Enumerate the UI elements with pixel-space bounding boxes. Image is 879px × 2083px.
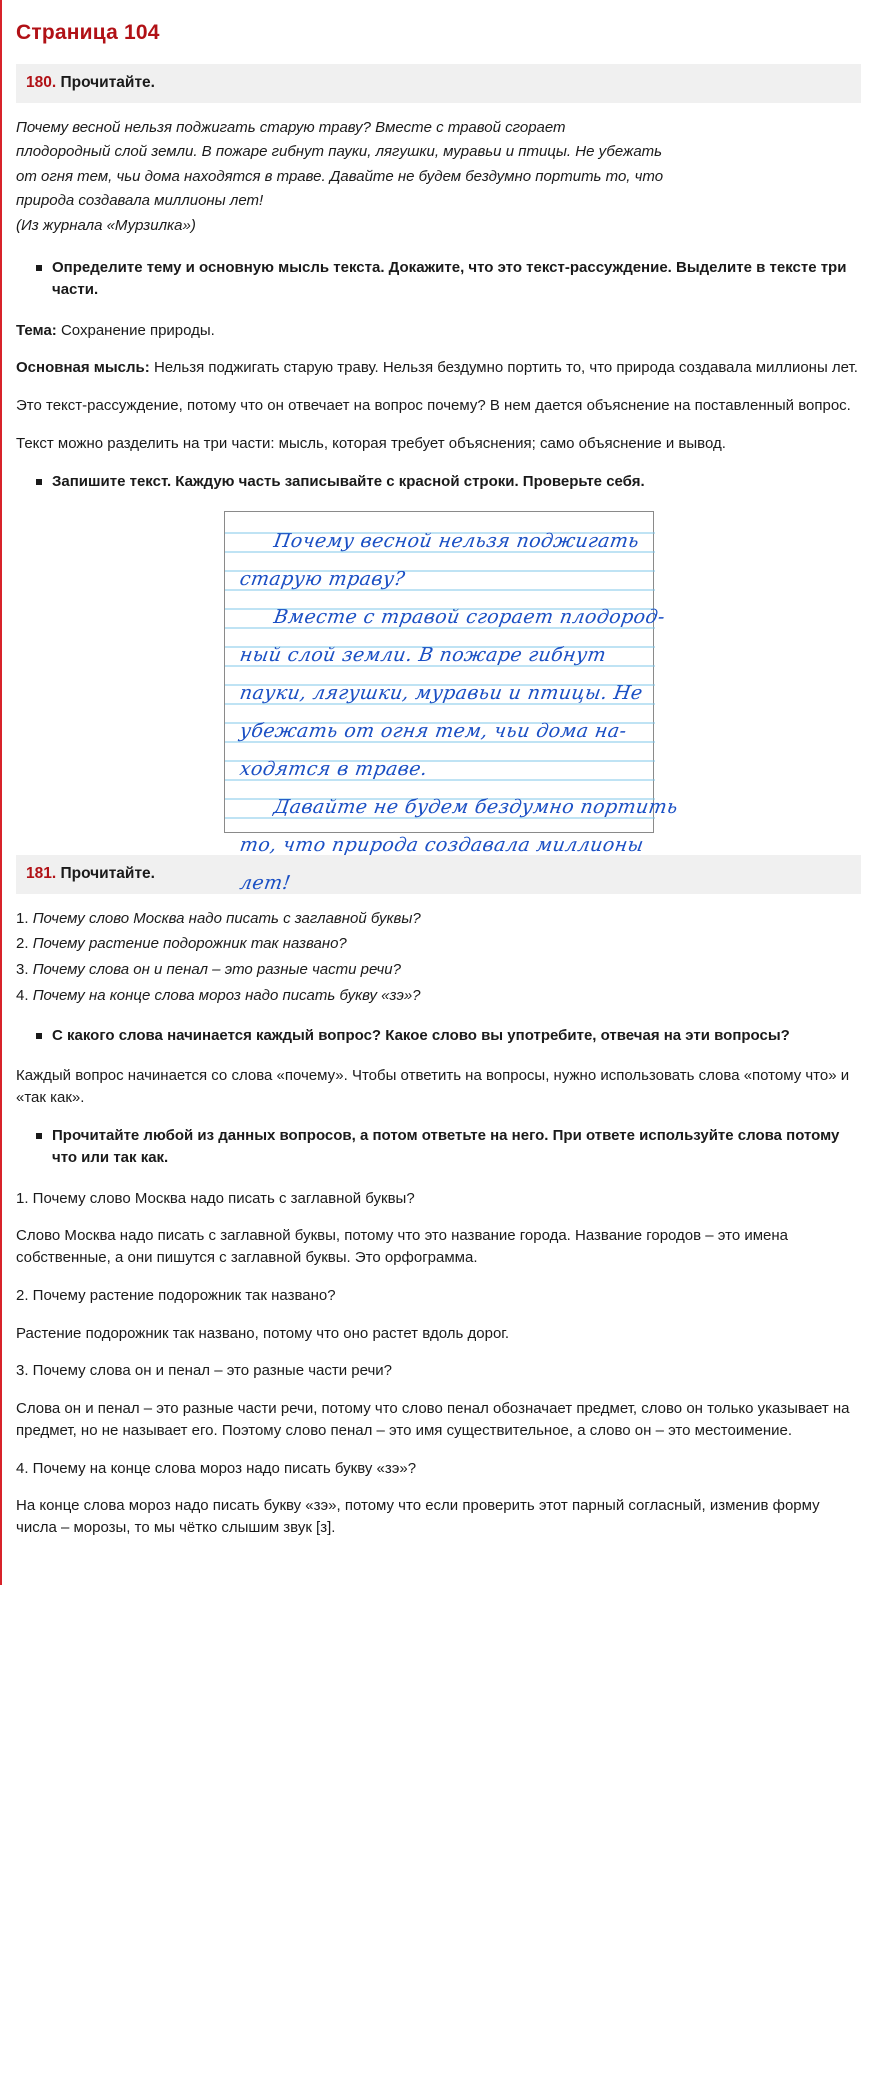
list-text: Почему на конце слова мороз надо писать букву «зэ»? (32, 986, 421, 1004)
task-list-181-1 (16, 1025, 861, 1048)
qa-question: 4. Почему на конце слова мороз надо писать букву «зэ»? (16, 1459, 417, 1477)
answer-intro: Каждый вопрос начинается со слова «почему». Чтобы ответить на вопросы, нужно использовать слова «потому что» и «так как». (16, 1067, 850, 1106)
task-list-180-1 (16, 257, 861, 302)
question-list (16, 908, 861, 1007)
task-list-181-2 (16, 1125, 861, 1170)
handwriting-line: Вместе с травой сгорает плодород- (271, 606, 667, 629)
handwriting-text (237, 522, 680, 902)
list-item (16, 933, 861, 955)
list-index: 2. (16, 935, 29, 953)
qa-answer: Растение подорожник так названо, потому что оно растет вдоль дорог. (16, 1324, 510, 1342)
list-text: Почему растение подорожник так названо? (32, 935, 347, 953)
list-item (16, 985, 861, 1007)
qa-question: 2. Почему растение подорожник так названо? (16, 1286, 336, 1304)
main-idea-label: Основная мысль: (16, 359, 150, 377)
task-item: Прочитайте любой из данных вопросов, а потом ответьте на него. При ответе используйте слова потому что или так как. (34, 1125, 861, 1170)
handwriting-line: пауки, лягушки, муравьи и птицы. Не (237, 682, 644, 705)
list-text: Почему слова он и пенал – это разные части речи? (32, 961, 401, 979)
exercise-title: Прочитайте. (60, 74, 155, 92)
exercise-title: Прочитайте. (60, 865, 155, 883)
reasoning-paragraph: Это текст-рассуждение, потому что он отвечает на вопрос почему? В нем дается объяснение на поставленный вопрос. (16, 397, 851, 415)
handwriting-line: старую траву? (237, 568, 407, 591)
handwriting-line: убежать от огня тем, чьи дома на- (237, 720, 628, 743)
task-item: С какого слова начинается каждый вопрос? Какое слово вы употребите, отвечая на эти вопросы? (34, 1025, 861, 1048)
parts-paragraph: Текст можно разделить на три части: мысль, которая требует объяснения; само объяснение и вывод. (16, 434, 726, 452)
handwriting-line: лет! (237, 872, 292, 895)
theme-value: Сохранение природы. (56, 321, 215, 339)
handwriting-line: то, что природа создавала миллионы (237, 834, 645, 857)
exercise-number: 180. (26, 74, 57, 92)
list-text: Почему слово Москва надо писать с заглавной буквы? (32, 909, 421, 927)
theme-paragraph (16, 320, 861, 342)
qa-question: 1. Почему слово Москва надо писать с заглавной буквы? (16, 1189, 415, 1207)
task-item: Запишите текст. Каждую часть записывайте с красной строки. Проверьте себя. (34, 471, 861, 494)
qa-answer: Слова он и пенал – это разные части речи, потому что слово пенал обозначает предмет, слово он только указывает на предмет, но не называет его. Поэтому слово пенал – это имя существительное, а слово он – это местоимение. (16, 1400, 850, 1439)
exercise-180-source-text (16, 117, 861, 237)
main-idea-value: Нельзя поджигать старую траву. Нельзя бездумно портить то, что природа создавала миллионы лет. (149, 359, 858, 377)
task-item: Определите тему и основную мысль текста. Докажите, что это текст-рассуждение. Выделите в тексте три части. (34, 257, 861, 302)
handwriting-line: ный слой земли. В пожаре гибнут (237, 644, 608, 667)
qa-block (16, 1188, 861, 1539)
handwriting-line: ходятся в траве. (237, 758, 429, 781)
handwriting-line: Почему весной нельзя поджигать (271, 530, 641, 553)
qa-question: 3. Почему слова он и пенал – это разные части речи? (16, 1362, 393, 1380)
exercise-header-180 (16, 64, 861, 102)
left-red-rule (0, 0, 2, 1585)
list-item (16, 959, 861, 981)
source-text-line: плодородный слой земли. В пожаре гибнут пауки, лягушки, муравьи и птицы. Не убежать (16, 143, 663, 161)
list-index: 3. (16, 961, 29, 979)
list-item (16, 908, 861, 930)
source-text-line: от огня тем, чьи дома находятся в траве. Давайте не будем бездумно портить то, что (16, 167, 664, 185)
qa-answer: На конце слова мороз надо писать букву «зэ», потому что если проверить этот парный согласный, изменив форму числа – морозы, то мы чётко слышим звук [з]. (16, 1497, 820, 1537)
exercise-number: 181. (26, 865, 57, 883)
source-text-line: Почему весной нельзя поджигать старую траву? Вместе с травой сгорает (16, 118, 566, 136)
main-idea-paragraph (16, 357, 861, 379)
list-index: 1. (16, 909, 29, 927)
copybook-box (224, 511, 680, 895)
theme-label: Тема: (16, 321, 57, 339)
qa-answer: Слово Москва надо писать с заглавной буквы, потому что это название города. Название городов – это имена собственные, а они пишутся с заглавной буквы. Это орфограмма. (16, 1227, 788, 1267)
handwriting-line: Давайте не будем бездумно портить (271, 796, 680, 819)
list-index: 4. (16, 986, 29, 1004)
page-title: Страница 104 (16, 21, 160, 44)
task-list-180-2 (16, 471, 861, 494)
source-attribution: (Из журнала «Мурзилка») (16, 216, 196, 234)
source-text-line: природа создавала миллионы лет! (16, 192, 264, 210)
